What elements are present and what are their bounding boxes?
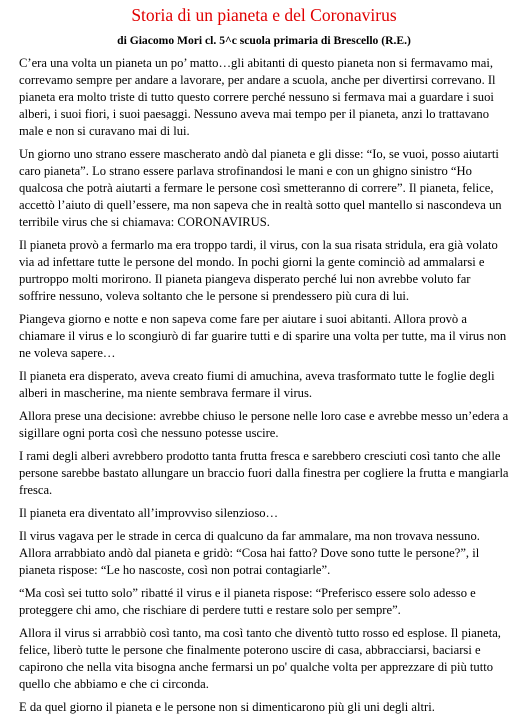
- paragraph-5: Il pianeta era disperato, aveva creato fiumi di amuchina, aveva trasformato tutte le foglie degli alberi in mascherine, ma niente sembrava fermare il virus.: [19, 369, 495, 400]
- paragraph-4: Piangeva giorno e notte e non sapeva come fare per aiutare i suoi abitanti. Allora provò a chiamare il virus e lo scongiurò di far guarire tutti e di sparire una volta per tutte, ma il virus non ne voleva sapere…: [19, 312, 507, 360]
- paragraph-7: I rami degli alberi avrebbero prodotto tanta frutta fresca e sarebbero cresciuti così tanto che alle persone sarebbe bastato allungare un braccio fuori dalla finestra per cogliere la frutta e mangiarla fresca.: [19, 449, 509, 497]
- document-title: Storia di un pianeta e del Coronavirus: [131, 5, 397, 25]
- paragraph-10: “Ma così sei tutto solo” ribatté il virus e il pianeta rispose: “Preferisco essere solo adesso e proteggere chi amo, che rischiare di perdere tutti e restare solo per sempre”.: [19, 586, 476, 617]
- paragraph-2: Un giorno uno strano essere mascherato andò dal pianeta e gli disse: “Io, se vuoi, posso aiutarti caro pianeta”. Lo strano essere parlava strofinandosi le mani e con un ghigno sinistro “Ho qualcosa che potrà aiutarti a fermare le persone così smetteranno di correre”. Il pianeta, felice, accettò l’aiuto di quell’essere, ma non sapeva che in realtà sotto quel mantello si nascondeva un terribile virus che si chiamava: CORONAVIRUS.: [19, 147, 502, 229]
- paragraph-6: Allora prese una decisione: avrebbe chiuso le persone nelle loro case e avrebbe messo un’edera a sigillare ogni porta così che nessuno potesse uscire.: [19, 409, 509, 440]
- author-byline: di Giacomo Mori cl. 5^c scuola primaria di Brescello (R.E.): [117, 34, 411, 47]
- paragraph-1: C’era una volta un pianeta un po’ matto…gli abitanti di questo pianeta non si fermavamo mai, correvamo sempre per andare a lavorare, per andare a scuola, anche per divertirsi correvano. Il pianeta era molto triste di tutto questo correre perché nessuno si fermava mai a guardare i suoi alberi, i suoi fiori, i suoi paesaggi. Nessuno aveva mai tempo per il pianeta, anzi lo trattavano male e non si curavano mai di lui.: [19, 56, 496, 138]
- paragraph-3: Il pianeta provò a fermarlo ma era troppo tardi, il virus, con la sua risata stridula, era già volato via ad infettare tutte le persone del mondo. In pochi giorni la gente cominciò ad ammalarsi e purtroppo molti morirono. Il pianeta piangeva disperato perché lui non avrebbe voluto far soffrire nessuno, voleva soltanto che le persone si prendessero più cura di lui.: [19, 238, 498, 303]
- paragraph-9: Il virus vagava per le strade in cerca di qualcuno da far ammalare, ma non trovava nessuno. Allora arrabbiato andò dal pianeta e gridò: “Cosa hai fatto? Dove sono tutte le persone?”, il pianeta rispose: “Le ho nascoste, così non potrai contagiarle”.: [19, 529, 480, 577]
- paragraph-12: E da quel giorno il pianeta e le persone non si dimenticarono più gli uni degli altri.: [19, 700, 435, 714]
- paragraph-8: Il pianeta era diventato all’improvviso silenzioso…: [19, 506, 279, 520]
- paragraph-11: Allora il virus si arrabbiò così tanto, ma così tanto che diventò tutto rosso ed esplose. Il pianeta, felice, liberò tutte le persone che finalmente poterono uscire di casa, abbracciarsi, baciarsi e capirono che nella vita bisogna anche fermarsi un po' qualche volta per apprezzare di più tutto quello che abbiamo e che ci circonda.: [19, 626, 501, 691]
